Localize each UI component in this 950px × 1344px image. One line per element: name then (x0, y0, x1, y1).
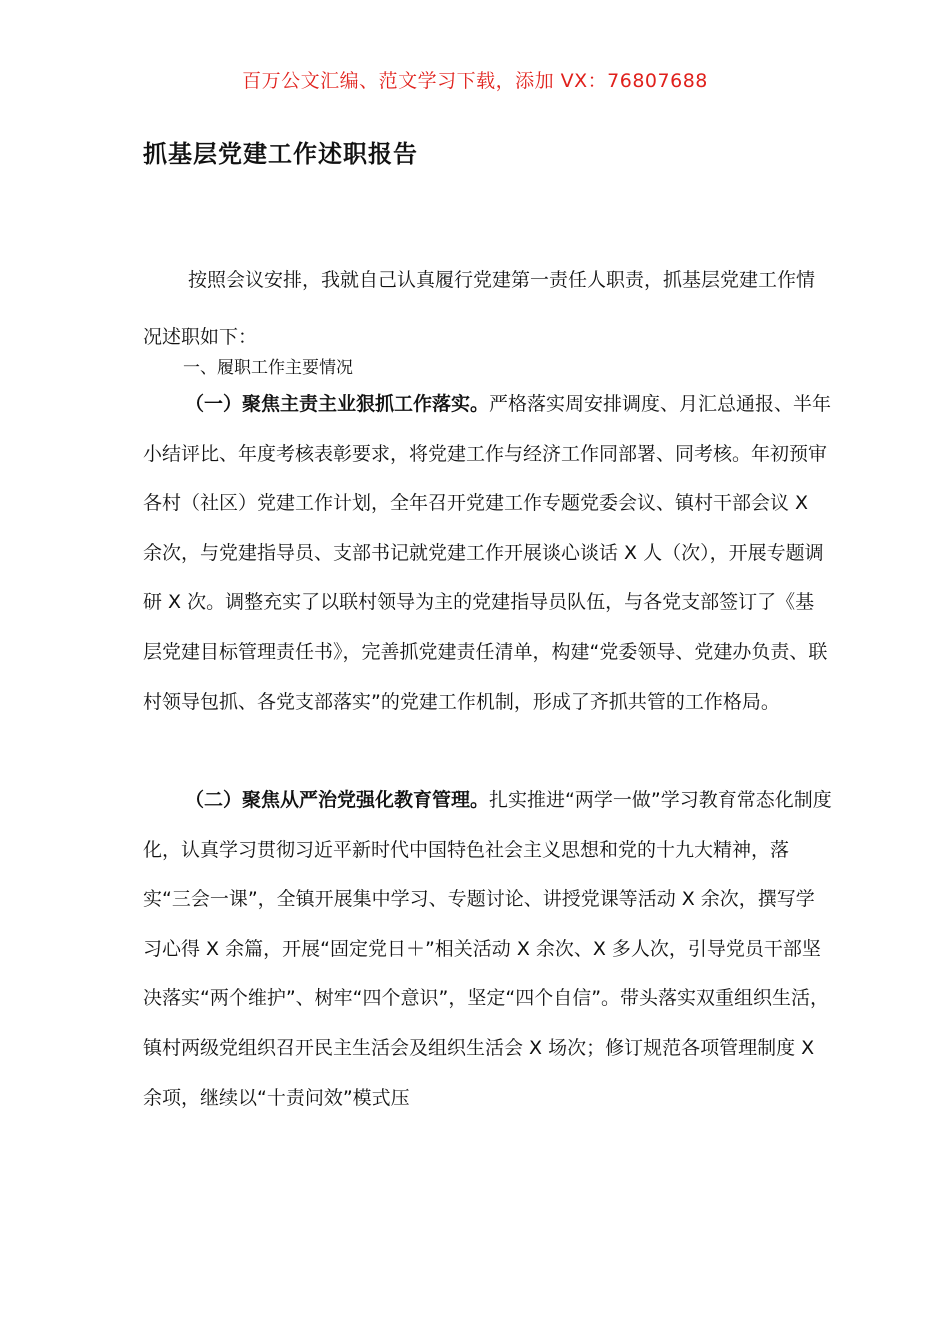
intro-paragraph: 按照会议安排，我就自己认真履行党建第一责任人职责，抓基层党建工作情况述职如下： (143, 269, 816, 348)
paragraph-2-body: 扎实推进“两学一做”学习教育常态化制度化，认真学习贯彻习近平新时代中国特色社会主义思想和党的十九大精神，落实“三会一课”，全镇开展集中学习、专题讨论、讲授党课等活动 X 余次，撰写学习心得 X 余篇，开展“固定党日＋”相关活动 X 余次、X 多人次，引导党员干部坚决落实“两个维护”、树牢“四个意识”，坚定“四个自信”。带头落实双重组织生活，镇村两级党组织召开民主生活会及组织生活会 X 场次；修订规范各项管理制度 X 余项，继续以“十责问效”模式压 (143, 789, 832, 1109)
document-title: 抓基层党建工作述职报告 (143, 139, 418, 168)
paragraph-2 (143, 776, 833, 1123)
paragraph-1-body: 严格落实周安排调度、月汇总通报、半年小结评比、年度考核表彰要求，将党建工作与经济工作同部署、同考核。年初预审各村（社区）党建工作计划，全年召开党建工作专题党委会议、镇村干部会议 X 余次，与党建指导员、支部书记就党建工作开展谈心谈话 X 人（次），开展专题调研 X 次。调整充实了以联村领导为主的党建指导员队伍，与各党支部签订了《基层党建目标管理责任书》，完善抓党建责任清单，构建“党委领导、党建办负责、联村领导包抓、各党支部落实”的党建工作机制，形成了齐抓共管的工作格局。 (143, 393, 832, 713)
section-heading: 一、履职工作主要情况 (183, 358, 353, 378)
paragraph-1-lead: （一）聚焦主责主业狠抓工作落实。 (185, 393, 490, 415)
paragraph-2-lead: （二）聚焦从严治党强化教育管理。 (185, 789, 490, 811)
header-banner: 百万公文汇编、范文学习下载，添加 VX：76807688 (242, 70, 708, 92)
paragraph-1 (143, 380, 833, 727)
